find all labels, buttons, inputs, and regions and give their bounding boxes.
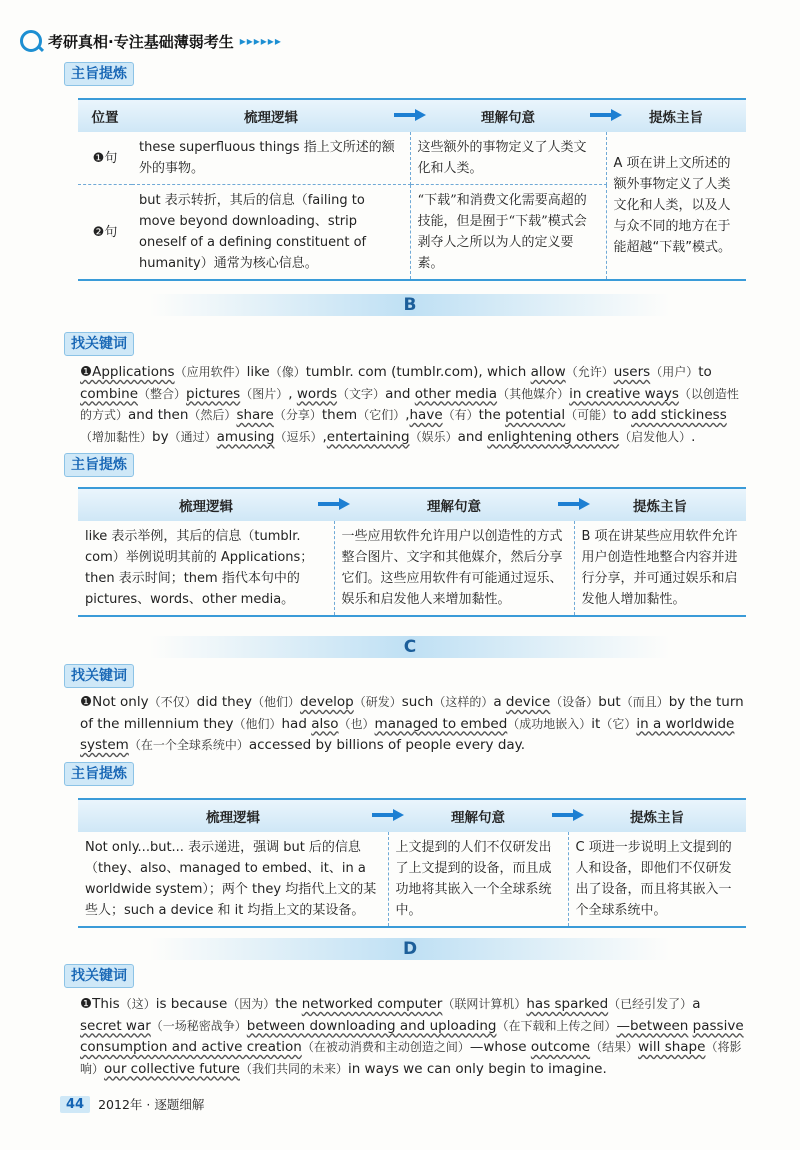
table-b: [78, 487, 746, 617]
header-summary: 提炼主旨: [568, 799, 746, 832]
page-header: [20, 26, 282, 56]
search-logo-icon: [20, 30, 42, 52]
section-divider-b: B: [150, 294, 670, 316]
tag-summary-a: 主旨提炼: [64, 62, 134, 86]
section-divider-c: C: [150, 636, 670, 658]
header-meaning: 理解句意: [410, 99, 606, 132]
arrow-right-icon: [590, 109, 622, 121]
header-logic: 梳理逻辑: [78, 488, 334, 521]
header-meaning: 理解句意: [388, 799, 568, 832]
row-logic: Not only...but... 表示递进，强调 but 后的信息（they、also、managed to embed、it、in a worldwide system）；两个 they 均指代上文的某些人；such a device 和 it 均指上文的某设备。: [78, 832, 388, 927]
footer-text: 2012年 · 逐题细解: [98, 1097, 205, 1112]
arrow-right-icon: [372, 809, 404, 821]
row-position: ❷句: [92, 224, 118, 240]
arrow-right-icon: [394, 109, 426, 121]
row-meaning: 一些应用软件允许用户以创造性的方式整合图片、文字和其他媒介，然后分享它们。这些应用软件有可能通过逗乐、娱乐和启发他人来增加黏性。: [334, 521, 574, 616]
header-summary: 提炼主旨: [606, 99, 746, 132]
row-meaning: “下载”和消费文化需要高超的技能，但是囿于“下载”模式会剥夺人之所以为人的定义要素。: [410, 185, 606, 281]
row-meaning: 这些额外的事物定义了人类文化和人类。: [410, 132, 606, 185]
row-summary: B 项在讲某些应用软件允许用户创造性地整合内容并进行分享，并可通过娱乐和启发他人增加黏性。: [581, 529, 738, 607]
row-meaning: 上文提到的人们不仅研发出了上文提到的设备，而且成功地将其嵌入一个全球系统中。: [388, 832, 568, 927]
table-row: [78, 132, 746, 185]
row-summary: C 项进一步说明上文提到的人和设备，即他们不仅研发出了设备，而且将其嵌入一个全球系统中。: [575, 840, 732, 918]
table-row: [78, 521, 746, 616]
page-footer: [60, 1095, 204, 1113]
row-position: ❶句: [78, 132, 132, 185]
row-logic: but 表示转折，其后的信息（failing to move beyond downloading、strip oneself of a defining constituent of humanity）通常为核心信息。: [132, 185, 410, 281]
arrow-right-icon: [318, 498, 350, 510]
section-divider-d: D: [150, 938, 670, 960]
header-position: 位置: [78, 99, 132, 132]
arrow-right-icon: [558, 498, 590, 510]
header-logic: 梳理逻辑: [78, 799, 388, 832]
row-logic: like 表示举例，其后的信息（tumblr. com）举例说明其前的 Applications；then 表示时间；them 指代本句中的 pictures、words、other media。: [78, 521, 334, 616]
row-summary: A 项在讲上文所述的额外事物定义了人类文化和人类，以及人与众不同的地方在于能超越“下载”模式。: [613, 156, 731, 255]
paragraph-c: ❶Not only（不仅）did they（他们）develop（研发）such（这样的）a device（设备）but（而且）by the turn of the millennium they（他们）had also（也）managed to embed（成功地嵌入）it（它）in a worldwide system（在一个全球系统中）accessed by billions of people every day.: [80, 694, 744, 753]
table-row: [78, 832, 746, 927]
header-summary: 提炼主旨: [574, 488, 746, 521]
tag-keywords-b: 找关键词: [64, 332, 134, 356]
row-logic: these superfluous things 指上文所述的额外的事物。: [132, 132, 410, 185]
table-a: [78, 98, 746, 281]
header-logic: 梳理逻辑: [132, 99, 410, 132]
arrow-right-icon: [552, 809, 584, 821]
header-brand: 考研真相·专注基础薄弱考生: [48, 32, 234, 51]
header-meaning: 理解句意: [334, 488, 574, 521]
table-c: [78, 798, 746, 928]
paragraph-b: ❶Applications（应用软件）like（像）tumblr. com (tumblr.com), which allow（允许）users（用户）to combine（整合）pictures（图片）, words（文字）and other media（其他媒介）in creative ways（以创造性的方式）and then（然后）share（分享）them（它们）,have（有）the potential（可能）to add stickiness（增加黏性）by（通过）amusing（逗乐）,entertaining（娱乐）and enlightening others（启发他人）.: [80, 364, 739, 445]
tag-keywords-c: 找关键词: [64, 664, 134, 688]
paragraph-d: ❶This（这）is because（因为）the networked computer（联网计算机）has sparked（已经引发了）a secret war（一场秘密战争）between downloading and uploading（在下载和上传之间）—between passive consumption and active creation（在被动消费和主动创造之间）—whose outcome（结果）will shape（将影响）our collective future（我们共同的未来）in ways we can only begin to imagine.: [80, 996, 744, 1077]
header-arrows-icon: ▸▸▸▸▸▸: [239, 34, 282, 48]
tag-keywords-d: 找关键词: [64, 964, 134, 988]
tag-summary-b: 主旨提炼: [64, 453, 134, 477]
tag-summary-c: 主旨提炼: [64, 762, 134, 786]
page-number: 44: [60, 1096, 90, 1113]
